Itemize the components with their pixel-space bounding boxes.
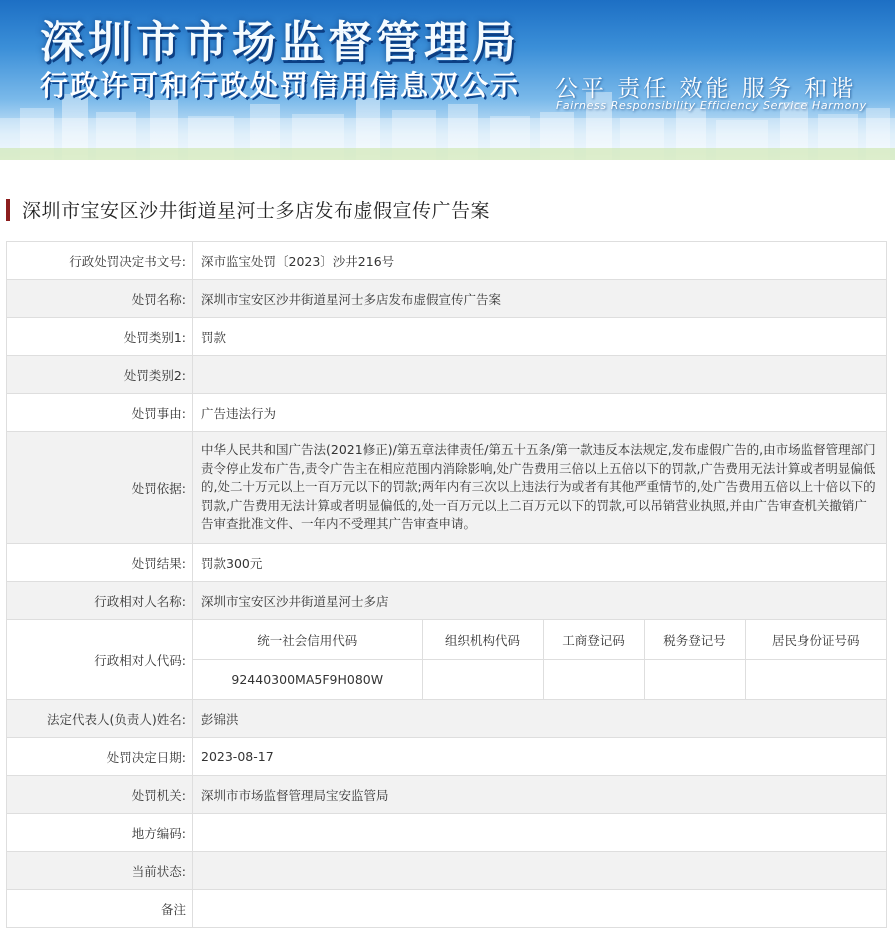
- field-value-result: 罚款300元: [193, 544, 887, 582]
- field-value-status: [193, 852, 887, 890]
- field-label: 处罚依据:: [7, 432, 193, 544]
- field-label: 地方编码:: [7, 814, 193, 852]
- field-label: 法定代表人(负责人)姓名:: [7, 700, 193, 738]
- column-header: 工商登记码: [543, 620, 644, 660]
- heading-accent-bar: [6, 199, 10, 221]
- party-code-table: [193, 620, 886, 699]
- field-value-category1: 罚款: [193, 318, 887, 356]
- field-value-party-name: 深圳市宝安区沙井街道星河士多店: [193, 582, 887, 620]
- field-value-reason: 广告违法行为: [193, 394, 887, 432]
- table-row: [7, 738, 887, 776]
- tax-reg-value: [644, 660, 745, 700]
- field-label: 处罚机关:: [7, 776, 193, 814]
- table-row: [7, 432, 887, 544]
- column-header: 统一社会信用代码: [193, 620, 422, 660]
- field-value-local-code: [193, 814, 887, 852]
- id-number-value: [745, 660, 886, 700]
- field-label: 行政相对人代码:: [7, 620, 193, 700]
- field-label: 备注: [7, 890, 193, 928]
- field-label: 处罚名称:: [7, 280, 193, 318]
- org-code-value: [422, 660, 543, 700]
- credit-code-value: 92440300MA5F9H080W: [193, 660, 422, 700]
- table-row: [7, 394, 887, 432]
- column-header: 税务登记号: [644, 620, 745, 660]
- table-row: [7, 280, 887, 318]
- column-header: 居民身份证号码: [745, 620, 886, 660]
- field-label: 处罚类别1:: [7, 318, 193, 356]
- field-label: 处罚事由:: [7, 394, 193, 432]
- field-label: 处罚类别2:: [7, 356, 193, 394]
- field-label: 当前状态:: [7, 852, 193, 890]
- party-code-header-row: [193, 620, 886, 660]
- field-label: 处罚结果:: [7, 544, 193, 582]
- table-row: [7, 776, 887, 814]
- field-label: 行政相对人名称:: [7, 582, 193, 620]
- table-row: [7, 852, 887, 890]
- party-code-value-row: [193, 660, 886, 700]
- case-heading: [6, 196, 490, 223]
- banner-subtitle: 行政许可和行政处罚信用信息双公示: [40, 69, 521, 102]
- field-value-category2: [193, 356, 887, 394]
- banner-title: 深圳市市场监督管理局: [40, 17, 520, 68]
- field-value-penalty-name: 深圳市宝安区沙井街道星河士多店发布虚假宣传广告案: [193, 280, 887, 318]
- header-banner: [0, 0, 895, 160]
- field-value-authority: 深圳市市场监督管理局宝安监管局: [193, 776, 887, 814]
- table-row: [7, 582, 887, 620]
- field-value-legal-rep: 彭锦洪: [193, 700, 887, 738]
- table-row: [7, 356, 887, 394]
- table-row: [7, 318, 887, 356]
- case-title: 深圳市宝安区沙井街道星河士多店发布虚假宣传广告案: [22, 200, 491, 222]
- field-value-basis: 中华人民共和国广告法(2021修正)/第五章法律责任/第五十五条/第一款违反本法规定,发布虚假广告的,由市场监督管理部门责令停止发布广告,责令广告主在相应范围内消除影响,处广告费用三倍以上五倍以下的罚款,广告费用无法计算或者明显偏低的,处二十万元以上一百万元以下的罚款;两年内有三次以上违法行为或者有其他严重情节的,处广告费用五倍以上十倍以下的罚款,广告费用无法计算或者明显偏低的,处一百万元以上二百万元以下的罚款,可以吊销营业执照,并由广告审查机关撤销广告审查批准文件、一年内不受理其广告审查申请。: [193, 432, 887, 544]
- table-row: [7, 242, 887, 280]
- field-value-decision-no: 深市监宝处罚〔2023〕沙井216号: [193, 242, 887, 280]
- table-row: [7, 620, 887, 700]
- slogan-english: Fairness Responsibility Efficiency Service Harmony: [556, 99, 867, 112]
- field-label: 行政处罚决定书文号:: [7, 242, 193, 280]
- slogan: 公平 责任 效能 服务 和谐: [555, 76, 857, 102]
- party-code-cell: [193, 620, 887, 700]
- field-label: 处罚决定日期:: [7, 738, 193, 776]
- field-value-decision-date: 2023-08-17: [193, 738, 887, 776]
- business-reg-value: [543, 660, 644, 700]
- table-row: [7, 890, 887, 928]
- table-row: [7, 700, 887, 738]
- penalty-info-table: [6, 241, 887, 928]
- column-header: 组织机构代码: [422, 620, 543, 660]
- field-value-remarks: [193, 890, 887, 928]
- table-row: [7, 814, 887, 852]
- table-row: [7, 544, 887, 582]
